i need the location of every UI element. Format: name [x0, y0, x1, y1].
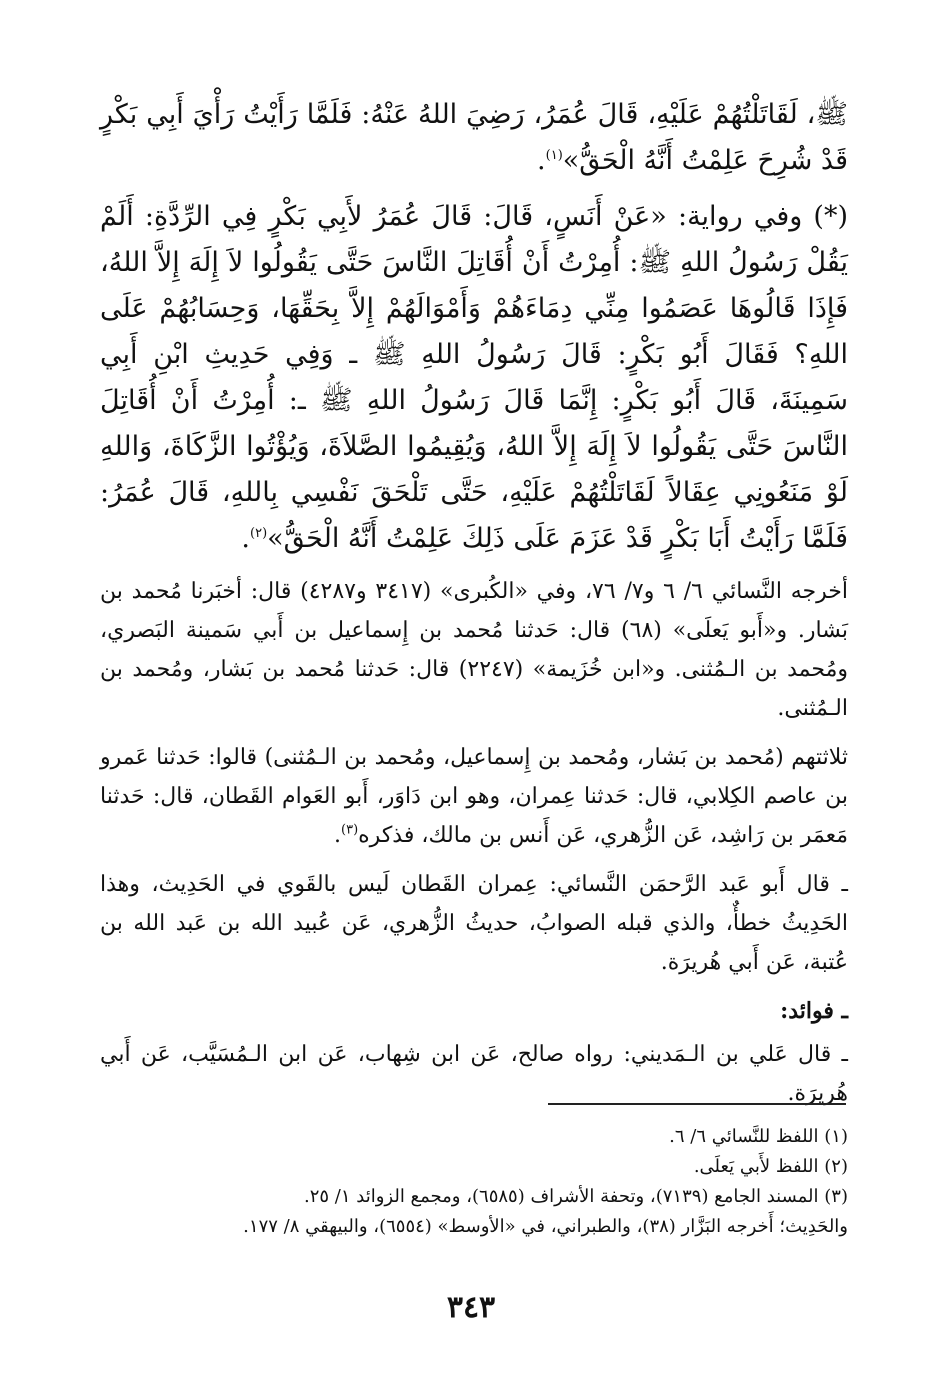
footnote-3: (٣) المسند الجامع (٧١٣٩)، وتحفة الأشراف (٦٥٨٥)، ومجمع الزوائد ١/ ٢٥.: [303, 1186, 848, 1207]
page-number: ٣٤٣: [446, 1290, 496, 1325]
sentence-end: .: [241, 523, 250, 554]
isnad-paragraph: [100, 738, 848, 855]
hadith-text-continuation: [100, 92, 848, 184]
footnote-separator: [548, 1103, 846, 1105]
hadith-riwaya: [100, 194, 848, 562]
footnote-1: (١) اللفظ للنَّسائي ٦/ ٦.: [669, 1126, 848, 1147]
footnote-ref-1: (١): [545, 148, 563, 163]
takhrij-paragraph: أخرجه النَّسائي ٦/ ٦ و٧/ ٧٦، وفي «الكُبرى» (٣٤١٧ و٤٢٨٧) قال: أخبَرنا مُحمد بن بَشار. و«أَبو يَعلَى» (٦٨) قال: حَدثنا مُحمد بن إِسماعيل بن أَبي سَمينة البَصري، ومُحمد بن الـمُثنى. و«ابن خُزَيمة» (٢٢٤٧) قال: حَدثنا مُحمد بن بَشار، ومُحمد بن الـمُثنى.: [100, 579, 848, 721]
madini-comment-paragraph: ـ قال عَلي بن الـمَديني: رواه صالح، عَن ابن شِهاب، عَن ابن الـمُسَيَّب، عَن أَبي هُريرَة.: [100, 1042, 848, 1106]
isnad-text: ثلاثتهم (مُحمد بن بَشار، ومُحمد بن إِسماعيل، ومُحمد بن الـمُثنى) قالوا: حَدثنا عَمرو بن عاصم الكِلابي، قال: حَدثنا عِمران، وهو ابن دَاوَر، أَبو العَوام القَطان، قال: حَدثنا مَعمَر بن رَاشِد، عَن الزُّهري، عَن أَنس بن مالك، فذكره: [100, 745, 848, 848]
fawaid-heading: ـ فوائد:: [780, 998, 848, 1024]
footnote-3-continuation: والحَدِيث؛ أَخرجه البَزَّار (٣٨)، والطبراني، في «الأوسط» (٦٥٥٤)، والبيهقي ٨/ ١٧٧.: [243, 1216, 848, 1237]
footnotes-block: [100, 1122, 848, 1242]
sentence-end: .: [334, 823, 342, 848]
sentence-end: .: [537, 145, 546, 176]
hadith-text: ﷺ، لَقَاتَلْتُهُمْ عَلَيْهِ، قَالَ عُمَرُ، رَضِيَ اللهُ عَنْهُ: فَلَمَّا رَأَيْتُ رَأْيَ أَبِي بَكْرٍ قَدْ شُرِحَ عَلِمْتُ أَنَّهُ الْحَقُّ»: [100, 99, 848, 176]
nasai-comment-paragraph: ـ قال أَبو عَبد الرَّحمَن النَّسائي: عِمران القَطان لَيس بالقَوي في الحَدِيث، وهذا الحَدِيثُ خطأٌ، والذي قبله الصوابُ، حديثُ الزُّهري، عَن عُبيد الله بن عَبد الله بن عُتبة، عَن أَبي هُريرَة.: [100, 872, 848, 975]
footnote-2: (٢) اللفظ لأَبي يَعلَى.: [693, 1156, 848, 1177]
riwaya-text: (*) وفي رواية: «عَنْ أَنَسٍ، قَالَ: قَالَ عُمَرُ لأَبِي بَكْرٍ فِي الرِّدَّةِ: أَلَمْ يَقُلْ رَسُولُ اللهِ ﷺ: أُمِرْتُ أَنْ أُقَاتِلَ النَّاسَ حَتَّى يَقُولُوا لاَ إِلَهَ إِلاَّ اللهُ، فَإِذَا قَالُوهَا عَصَمُوا مِنِّي دِمَاءَهُمْ وَأَمْوَالَهُمْ إِلاَّ بِحَقِّهَا، وَحِسَابُهُمْ عَلَى اللهِ؟ فَقَالَ أَبُو بَكْرٍ: قَالَ رَسُولُ اللهِ ﷺ ـ وَفِي حَدِيثِ ابْنِ أَبِي سَمِينَةَ، قَالَ أَبُو بَكْرٍ: إِنَّمَا قَالَ رَسُولُ اللهِ ﷺ ـ: أُمِرْتُ أَنْ أُقَاتِلَ النَّاسَ حَتَّى يَقُولُوا لاَ إِلَهَ إِلاَّ اللهُ، وَيُقِيمُوا الصَّلاَةَ، وَيُؤْتُوا الزَّكَاةَ، وَاللهِ لَوْ مَنَعُونِي عِقَالاً لَقَاتَلْتُهُمْ عَلَيْهِ، حَتَّى تَلْحَقَ نَفْسِي بِاللهِ، قَالَ عُمَرُ: فَلَمَّا رَأَيْتُ أَبَا بَكْرٍ قَدْ عَزَمَ عَلَى ذَلِكَ عَلِمْتُ أَنَّهُ الْحَقُّ»: [100, 201, 848, 554]
main-text-block: [100, 92, 848, 1123]
footnote-ref-3: (٣): [341, 822, 359, 838]
footnote-ref-2: (٢): [250, 526, 268, 541]
